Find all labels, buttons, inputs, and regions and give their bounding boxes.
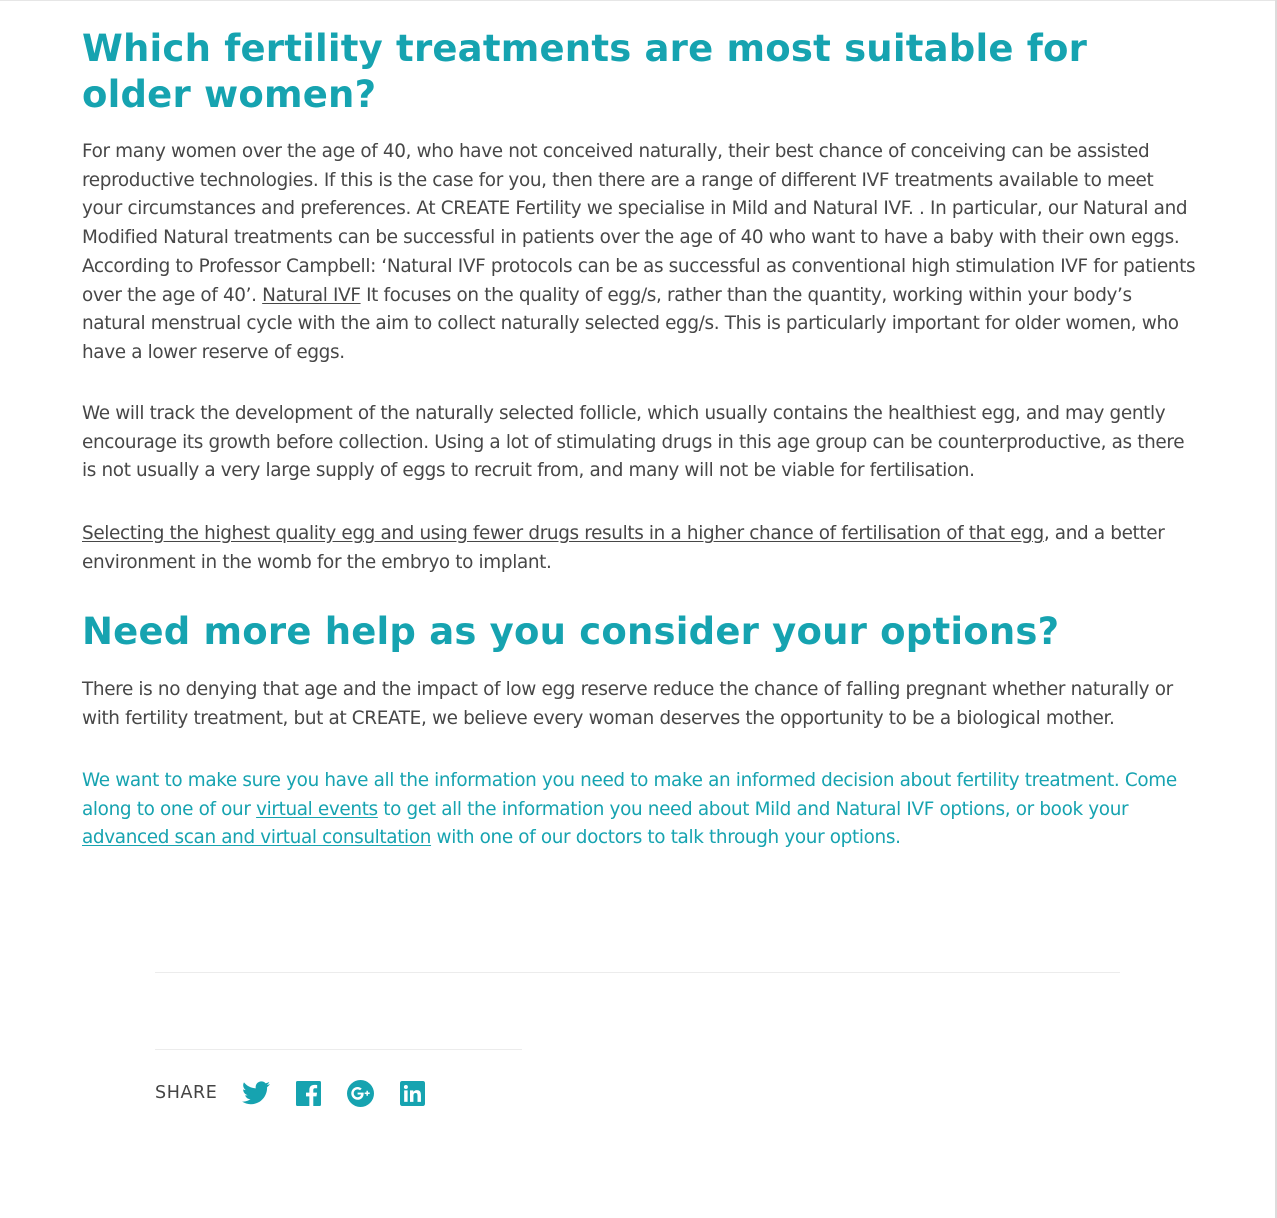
linkedin-icon[interactable]: [397, 1078, 427, 1108]
share-top-divider: [155, 1049, 522, 1050]
virtual-events-link[interactable]: virtual events: [256, 798, 378, 820]
natural-ivf-link[interactable]: Natural IVF: [262, 284, 361, 306]
paragraph-egg-quality: [82, 520, 1197, 577]
paragraph-follicle-tracking: We will track the development of the naturally selected follicle, which usually contains the healthiest egg, and may gently encourage its growth before collection. Using a lot of stimulating drugs in this age group can be counterproductive, as there is not usually a very large supply of eggs to recruit from, and many will not be viable for fertilisation.: [82, 403, 1185, 482]
section-heading-help: Need more help as you consider your options?: [82, 610, 1060, 653]
paragraph-text: with one of our doctors to talk through your options.: [431, 827, 901, 849]
advanced-scan-consultation-link[interactable]: advanced scan and virtual consultation: [82, 827, 432, 849]
share-label: SHARE: [155, 1083, 218, 1103]
content-divider: [155, 972, 1120, 973]
paragraph-age-impact: There is no denying that age and the impact of low egg reserve reduce the chance of falling pregnant whether naturally or with fertility treatment, but at CREATE, we believe every woman deserves the opportunity to be a biological mother.: [82, 679, 1173, 729]
paragraph-text: to get all the information you need about Mild and Natural IVF options, or book your: [377, 798, 1129, 820]
google-plus-icon[interactable]: [345, 1078, 375, 1108]
top-border: [0, 0, 1277, 1]
paragraph-text: We want to make sure you have all the information you need to make an informed decision about fertility treatment. Come along to one of our: [82, 770, 1177, 820]
paragraph-text: It focuses on the quality of egg/s, rather than the quantity, working within your body’s natural menstrual cycle with the aim to collect naturally selected egg/s. This is particularly important for older women, who have a lower reserve of eggs.: [82, 284, 1179, 363]
paragraph-call-to-action: [82, 767, 1197, 853]
egg-quality-link[interactable]: Selecting the highest quality egg and using fewer drugs results in a higher chance of fertilisation of that egg: [82, 523, 1044, 544]
paragraph-treatments-intro: [82, 138, 1197, 368]
section-heading-treatments: Which fertility treatments are most suitable for older women?: [82, 27, 1088, 116]
share-bar: [155, 1078, 449, 1108]
facebook-icon[interactable]: [293, 1078, 323, 1108]
twitter-icon[interactable]: [241, 1078, 271, 1108]
paragraph-text: For many women over the age of 40, who have not conceived naturally, their best chance of conceiving can be assisted reproductive technologies. If this is the case for you, then there are a range of different IVF treatments available to meet your circumstances and preferences. At CREATE Fertility we specialise in Mild and Natural IVF. . In particular, our Natural and Modified Natural treatments can be successful in patients over the age of 40 who want to have a baby with their own eggs. According to Professor Campbell: ‘Natural IVF protocols can be as successful as conventional high stimulation IVF for patients over the age of 40’.: [82, 141, 1196, 306]
paragraph-text: , and a better environment in the womb for the embryo to implant.: [82, 523, 1165, 573]
